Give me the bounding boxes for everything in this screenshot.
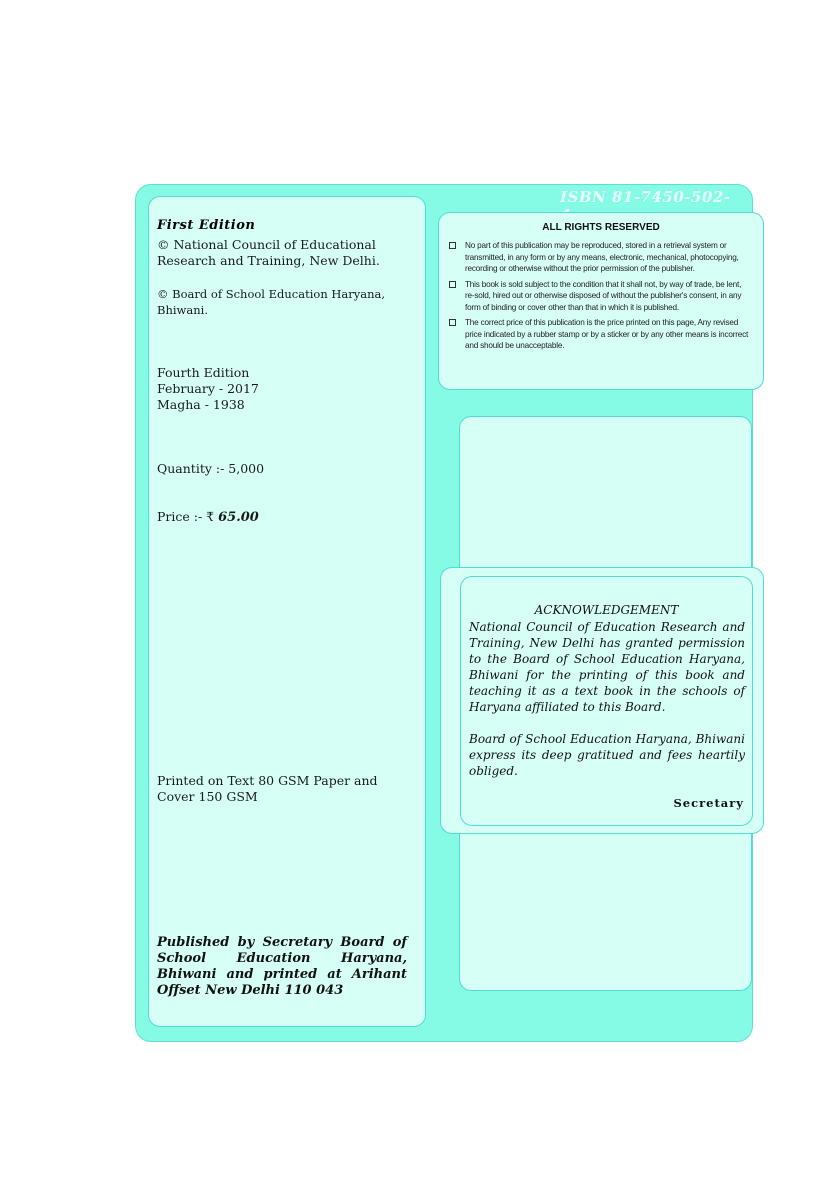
rights-item: This book is sold subject to the condition that it shall not, by way of trade, be lent, re-sold, hired out or otherwise disposed of without the publisher's consent, in any form of binding or cover other than that in which it is published.: [449, 279, 749, 314]
checkbox-bullet-icon: [449, 242, 456, 249]
rights-item: No part of this publication may be reproduced, stored in a retrieval system or transmitted, in any form or by any means, electronic, mechanical, photocopying, recording or otherwise without the prior permission of the publisher.: [449, 240, 749, 275]
paper-line2: Cover 150 GSM: [157, 789, 258, 804]
price: [157, 509, 259, 526]
month-year: February - 2017: [157, 381, 259, 396]
acknowledgement-box: [460, 576, 753, 826]
magha-year: Magha - 1938: [157, 397, 245, 412]
signature: Secretary: [673, 796, 744, 810]
rights-reserved-box: [438, 212, 764, 390]
acknowledgement-para2: Board of School Education Haryana, Bhiwani express its deep gratitued and fees heartily obliged.: [469, 732, 745, 778]
price-value: 65.00: [218, 510, 259, 525]
paper-line1: Printed on Text 80 GSM Paper and: [157, 773, 378, 788]
publisher-info: Published by Secretary Board of School Education Haryana, Bhiwani and printed at Arihant Offset New Delhi 110 043: [157, 935, 407, 998]
checkbox-bullet-icon: [449, 319, 456, 326]
rights-title: ALL RIGHTS RESERVED: [542, 222, 660, 233]
copyright-ncert-line1: © National Council of Educational: [157, 237, 376, 252]
acknowledgement-heading: ACKNOWLEDGEMENT: [534, 603, 679, 617]
imprint-panel: [148, 196, 426, 1027]
checkbox-bullet-icon: [449, 281, 456, 288]
rights-item: The correct price of this publication is the price printed on this page, Any revised price indicated by a rubber stamp or by a sticker or by any other means is incorrect and should be unacceptable.: [449, 317, 749, 352]
quantity: Quantity :- 5,000: [157, 461, 265, 476]
copyright-ncert-line2: Research and Training, New Delhi.: [157, 253, 380, 268]
rights-list: [449, 240, 749, 356]
copyright-board: © Board of School Education Haryana, Bhiwani.: [157, 287, 386, 317]
edition-title: First Edition: [157, 218, 256, 233]
isbn-label: ISBN 81-7450-502-: [560, 188, 731, 206]
edition-line: Fourth Edition: [157, 365, 250, 380]
price-label: Price :- ₹: [157, 509, 215, 524]
acknowledgement-para1: National Council of Education Research and Training, New Delhi has granted permission to the Board of School Education Haryana, Bhiwani for the printing of this book and teaching it as a text book in the schools of Haryana affiliated to this Board.: [469, 620, 745, 714]
